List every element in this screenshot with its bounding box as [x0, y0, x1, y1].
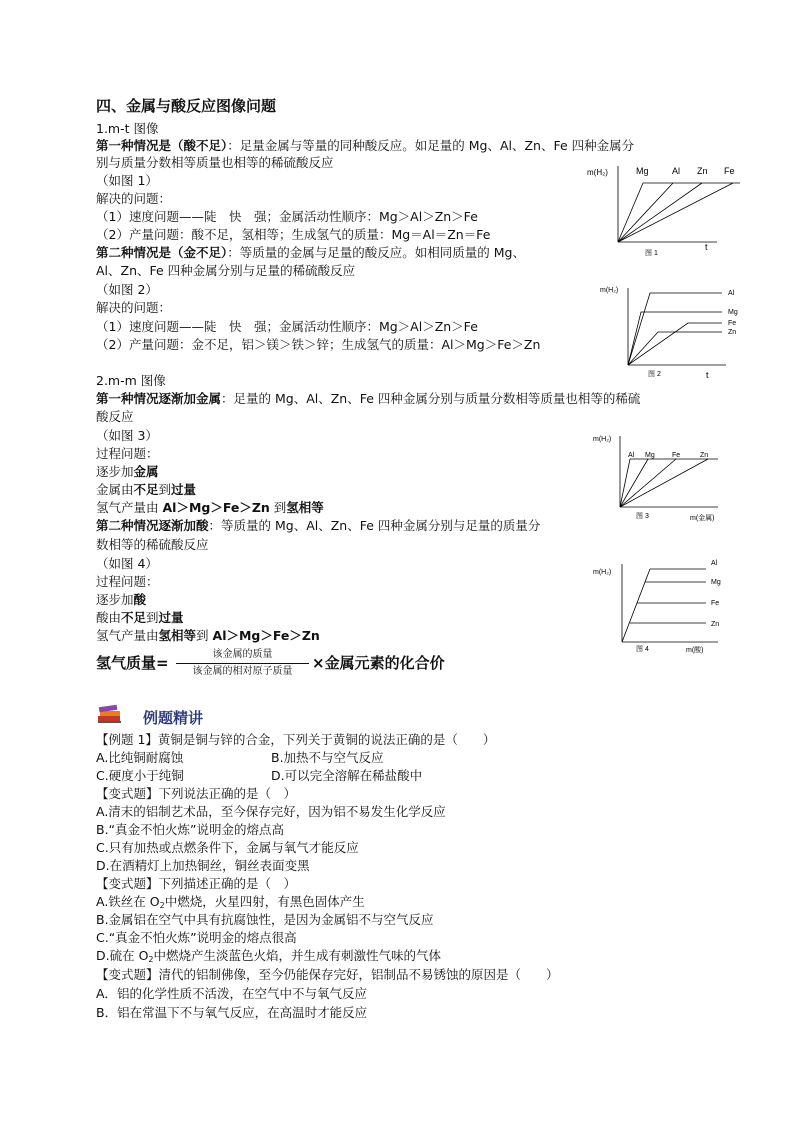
text: 酸由: [96, 610, 122, 625]
fig3-caption: 图 3: [636, 513, 649, 520]
case1-line1: [96, 137, 634, 154]
variant1-question: 【变式题】下列说法正确的是（ ）: [96, 786, 297, 801]
solve-label-2: 解决的问题：: [96, 300, 172, 315]
mm-case2-line1: [96, 517, 540, 534]
fig3-label-mg: Mg: [645, 452, 655, 459]
mm-case1-bold: 第一种情况逐渐加金属: [96, 391, 222, 406]
solve-label-1: 解决的问题：: [96, 191, 172, 206]
variant1-option-c: C.只有加热或点燃条件下，金属与氧气才能反应: [96, 840, 359, 855]
text: 到: [196, 628, 213, 643]
fig-ref-3: （如图 3）: [96, 428, 158, 443]
fig2-line-zn: [628, 332, 722, 365]
solve1-yield: （2）产量问题：酸不足，氢相等；生成氢气的质量：Mg＝Al＝Zn＝Fe: [96, 227, 491, 242]
case2-bold: 第二种情况是（金不足）: [96, 245, 228, 260]
bold-text: 酸: [133, 592, 147, 607]
fig2-label-fe: Fe: [728, 320, 737, 327]
example1-question: 【例题 1】黄铜是铜与锌的合金，下列关于黄铜的说法正确的是（ ）: [96, 732, 496, 747]
fig1-label-mg: Mg: [636, 166, 649, 176]
fig2-ylabel: m(H₂): [600, 287, 619, 294]
example1-option-a: A.比纯铜耐腐蚀: [96, 750, 184, 765]
variant3-question: 【变式题】清代的铝制佛像，至今仍能保存完好，铝制品不易锈蚀的原因是（ ）: [96, 967, 559, 982]
figure-3: [590, 428, 735, 523]
section-heading: 四、金属与酸反应图像问题: [96, 97, 277, 115]
hydrogen-mass-formula: [96, 648, 496, 682]
text: 逐步加: [96, 592, 134, 607]
fig2-line-al: [628, 293, 722, 365]
variant1-option-d: D.在酒精灯上加热铜丝，铜丝表面变黑: [96, 858, 310, 873]
solve2-yield: （2）产量问题：金不足，铝＞镁＞铁＞锌；生成氢气的质量：Al＞Mg＞Fe＞Zn: [96, 337, 541, 352]
fig4-rise: [622, 569, 650, 642]
books-icon: [96, 704, 124, 724]
fig1-label-fe: Fe: [724, 166, 735, 176]
fig2-label-mg: Mg: [728, 309, 738, 316]
mm-case1-line1: [96, 390, 640, 407]
process2-b: [96, 609, 184, 626]
fig3-label-zn: Zn: [700, 452, 709, 459]
example1-option-c: C.硬度小于纯铜: [96, 768, 184, 783]
text: 到: [158, 482, 172, 497]
variant1-option-b: B.“真金不怕火炼”说明金的熔点高: [96, 822, 285, 837]
formula-denominator: 该金属的相对原子质量: [192, 666, 293, 677]
fig3-label-fe: Fe: [672, 452, 681, 459]
variant2-option-c: C.“真金不怕火炼”说明金的熔点很高: [96, 930, 297, 945]
bold-text: 不足: [121, 610, 147, 625]
sub-title-mm: 2.m-m 图像: [96, 373, 166, 388]
fig1-label-al: Al: [672, 166, 681, 176]
solve1-speed: （1）速度问题——陡 快 强；金属活动性顺序：Mg＞Al＞Zn＞Fe: [96, 209, 478, 224]
text: 金属由: [96, 482, 134, 497]
fig4-label-mg: Mg: [711, 579, 721, 586]
formula-numerator: 该金属的质量: [212, 649, 273, 660]
case2-text: ：等质量的金属与足量的酸反应。如相同质量的 Mg、: [227, 245, 525, 260]
text: D.硫在 O: [96, 948, 149, 963]
formula-fraction: [176, 648, 309, 679]
process-label-1: 过程问题：: [96, 446, 159, 461]
fig1-caption: 图 1: [645, 250, 658, 257]
variant2-option-b: B.金属铝在空气中具有抗腐蚀性，是因为金属铝不与空气反应: [96, 912, 434, 927]
subscript: 2: [159, 901, 165, 910]
sub-title-mt: 1.m-t 图像: [96, 121, 159, 136]
bold-text: 氢相等: [286, 500, 324, 515]
bold-text: Al＞Mg＞Fe＞Zn: [212, 628, 320, 643]
formula-rhs: ×金属元素的化合价: [312, 654, 445, 672]
solve2-speed: （1）速度问题——陡 快 强；金属活动性顺序：Mg＞Al＞Zn＞Fe: [96, 319, 478, 334]
bold-text: 金属: [133, 464, 159, 479]
text: 到: [269, 500, 287, 515]
process1-a: [96, 463, 159, 480]
fig2-label-zn: Zn: [728, 329, 737, 336]
case1-text: ：足量金属与等量的同种酸反应。如足量的 Mg、Al、Zn、Fe 四种金属分: [227, 138, 635, 153]
text: 氢气产量由: [96, 628, 159, 643]
case2-line2: Al、Zn、Fe 四种金属分别与足量的稀硫酸反应: [96, 263, 356, 278]
fig1-line-fe: [618, 183, 733, 242]
fig2-caption: 图 2: [648, 371, 661, 378]
formula-lhs: 氢气质量=: [96, 654, 169, 672]
fig3-label-al: Al: [628, 452, 635, 459]
text: 中燃烧，火星四射，有黑色固体产生: [164, 894, 365, 909]
fig4-label-zn: Zn: [711, 621, 720, 628]
fig1-ylabel: m(H₂): [587, 168, 608, 177]
fig4-label-fe: Fe: [711, 600, 720, 607]
fig4-caption: 图 4: [636, 646, 649, 653]
text: 中燃烧产生淡蓝色火焰，并生成有刺激性气味的气体: [153, 948, 442, 963]
example1-option-b: B.加热不与空气反应: [271, 750, 384, 765]
fig1-line-al: [618, 183, 673, 242]
figure-4: [590, 556, 735, 656]
mm-case1-text: ：足量的 Mg、Al、Zn、Fe 四种金属分别与质量分数相等质量也相等的稀硫: [221, 391, 641, 406]
variant3-option-b: B．铝在常温下不与氧气反应，在高温时才能反应: [96, 1005, 368, 1020]
fig2-line-fe: [628, 323, 722, 365]
process-label-2: 过程问题：: [96, 574, 159, 589]
fig4-label-al: Al: [711, 560, 718, 567]
variant3-option-a: A．铝的化学性质不活泼，在空气中不与氧气反应: [96, 986, 368, 1001]
mm-case2-line2: 数相等的稀硫酸反应: [96, 537, 209, 552]
fig-ref-1: （如图 1）: [96, 173, 158, 188]
fig4-ylabel: m(H₂): [593, 569, 612, 576]
fig3-xlabel: m(金属): [690, 515, 715, 522]
fig2-xlabel: t: [706, 370, 709, 380]
variant2-option-d: [96, 947, 441, 968]
subscript: 2: [148, 955, 154, 964]
bold-text: 不足: [133, 482, 159, 497]
fig-ref-4: （如图 4）: [96, 556, 158, 571]
bold-text: 氢相等: [158, 628, 197, 643]
fig4-xlabel: m(酸): [686, 647, 704, 654]
process2-a: [96, 591, 146, 608]
case2-line1: [96, 244, 525, 261]
text: 氢气产量由: [96, 500, 163, 515]
case1-bold: 第一种情况是（酸不足）: [96, 138, 228, 153]
process2-c: [96, 627, 320, 644]
mm-case1-line2: 酸反应: [96, 409, 134, 424]
fig3-ylabel: m(H₂): [593, 436, 612, 443]
fig2-label-al: Al: [728, 290, 735, 297]
bold-text: 过量: [158, 610, 184, 625]
fraction-bar: [176, 663, 309, 664]
process1-b: [96, 481, 196, 498]
fig-ref-2: （如图 2）: [96, 282, 158, 297]
variant2-question: 【变式题】下列描述正确的是（ ）: [96, 876, 297, 891]
figure-2: [598, 280, 753, 382]
bold-text: Al＞Mg＞Fe＞Zn: [162, 500, 270, 515]
example1-option-d: D.可以完全溶解在稀盐酸中: [271, 768, 423, 783]
figure-1: [585, 158, 745, 258]
fig1-xlabel: t: [705, 242, 708, 252]
text: A.铁丝在 O: [96, 894, 160, 909]
mm-case2-text: ：等质量的 Mg、Al、Zn、Fe 四种金属分别与足量的质量分: [208, 518, 541, 533]
variant1-option-a: A.清末的铝制艺术品，至今保存完好，因为铝不易发生化学反应: [96, 804, 446, 819]
text: 到: [146, 610, 159, 625]
bold-text: 过量: [171, 482, 197, 497]
examples-section-title: 例题精讲: [143, 709, 204, 727]
text: 逐步加: [96, 464, 134, 479]
fig1-label-zn: Zn: [697, 166, 708, 176]
case1-line2: 别与质量分数相等质量也相等的稀硫酸反应: [96, 155, 334, 170]
process1-c: [96, 499, 324, 516]
fig3-line-zn: [620, 459, 708, 507]
mm-case2-bold: 第二种情况逐渐加酸: [96, 518, 209, 533]
